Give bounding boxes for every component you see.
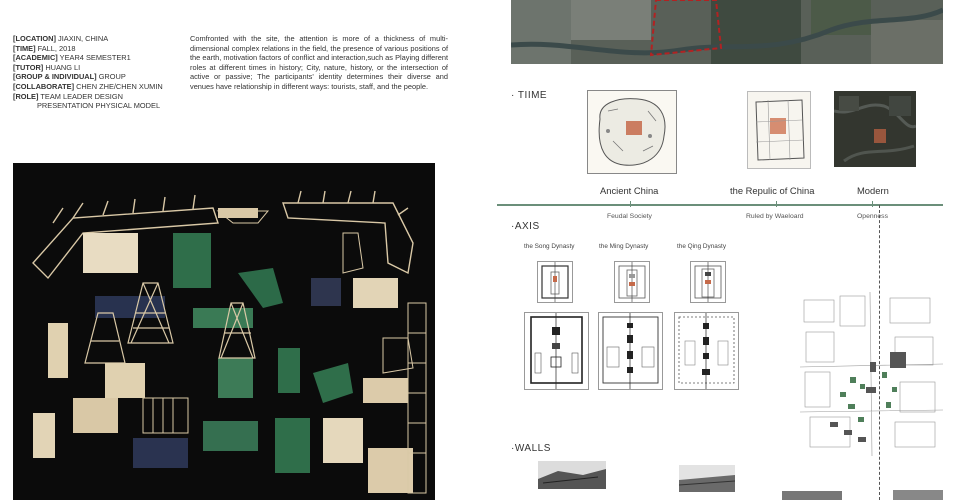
song-dynasty-label: the Song Dynasty	[524, 243, 575, 250]
model-illustration	[13, 163, 435, 500]
wall-photo-2-illustration	[679, 465, 735, 492]
urban-axis-plan	[800, 292, 943, 456]
song-plan-small-illustration	[538, 262, 572, 302]
project-info	[13, 34, 188, 111]
info-group: [GROUP & INDIVIDUAL] GROUP	[13, 72, 126, 82]
wall-photo-1	[538, 461, 606, 489]
song-plan-small	[537, 261, 573, 303]
wall-photo-2	[679, 465, 735, 492]
era-republic-sub: Ruled by Waeloard	[746, 213, 804, 220]
info-role: [ROLE] TEAM LEADER DESIGN	[13, 91, 123, 101]
timeline-line	[497, 204, 943, 206]
info-tutor: [TUTOR] HUANG LI	[13, 62, 81, 72]
timeline-tick	[872, 201, 873, 207]
ancient-map-illustration	[588, 91, 676, 173]
central-axis-line	[879, 205, 880, 500]
satellite-illustration	[511, 0, 943, 64]
ming-plan-small	[614, 261, 650, 303]
wall-photo-1-illustration	[538, 461, 606, 489]
time-section-label: · TIIME	[511, 90, 548, 101]
era-ancient-china: Ancient China	[600, 185, 659, 196]
wall-photo-3	[782, 491, 842, 500]
project-description: Comfronted with the site, the attention is more of a thickness of multi-dimensional complex relations in the field, the presence of various positions of the earth, motivation factors of conflict and interaction,such as Playing different roles at different times in history; City, nature, history, or the intersection of active or passive; The participants' identity determines their diverse and venues have relationship in different ways: tourists, staff, and the people.	[190, 34, 448, 91]
republic-map	[747, 91, 811, 169]
info-location: [LOCATION] JIAXIN, CHINA	[13, 34, 109, 43]
urban-axis-plan-illustration	[800, 292, 943, 456]
walls-section-label: ·WALLS	[511, 443, 551, 454]
ming-dynasty-label: the Ming Dynasty	[599, 243, 649, 250]
song-plan-large-illustration	[525, 313, 588, 389]
info-collaborate: [COLLABORATE] CHEN ZHE/CHEN XUMIN	[13, 81, 163, 91]
qing-plan-small-illustration	[691, 262, 725, 302]
era-modern: Modern	[857, 185, 889, 196]
modern-satellite-map	[834, 91, 916, 167]
info-role-extra: PRESENTATION PHYSICAL MODEL	[37, 101, 161, 111]
qing-plan-large-illustration	[675, 313, 738, 389]
timeline-tick	[776, 201, 777, 207]
ming-plan-large	[598, 312, 663, 390]
ming-plan-small-illustration	[615, 262, 649, 302]
republic-map-illustration	[748, 92, 810, 168]
qing-plan-large	[674, 312, 739, 390]
physical-model-photo	[13, 163, 435, 500]
info-academic: [ACADEMIC] YEAR4 SEMESTER1	[13, 53, 131, 63]
axis-section-label: ·AXIS	[511, 221, 540, 232]
info-time: [TIME] FALL, 2018	[13, 43, 76, 53]
song-plan-large	[524, 312, 589, 390]
qing-plan-small	[690, 261, 726, 303]
ming-plan-large-illustration	[599, 313, 662, 389]
wall-photo-4	[893, 490, 943, 500]
era-modern-sub: Openness	[857, 213, 888, 220]
timeline-tick	[630, 201, 631, 207]
modern-map-illustration	[834, 91, 916, 167]
satellite-map	[511, 0, 943, 64]
era-republic-of-china: the Repulic of China	[730, 185, 815, 196]
ancient-map	[587, 90, 677, 174]
qing-dynasty-label: the Qing Dynasty	[677, 243, 727, 250]
era-ancient-sub: Feudal Society	[607, 213, 652, 220]
